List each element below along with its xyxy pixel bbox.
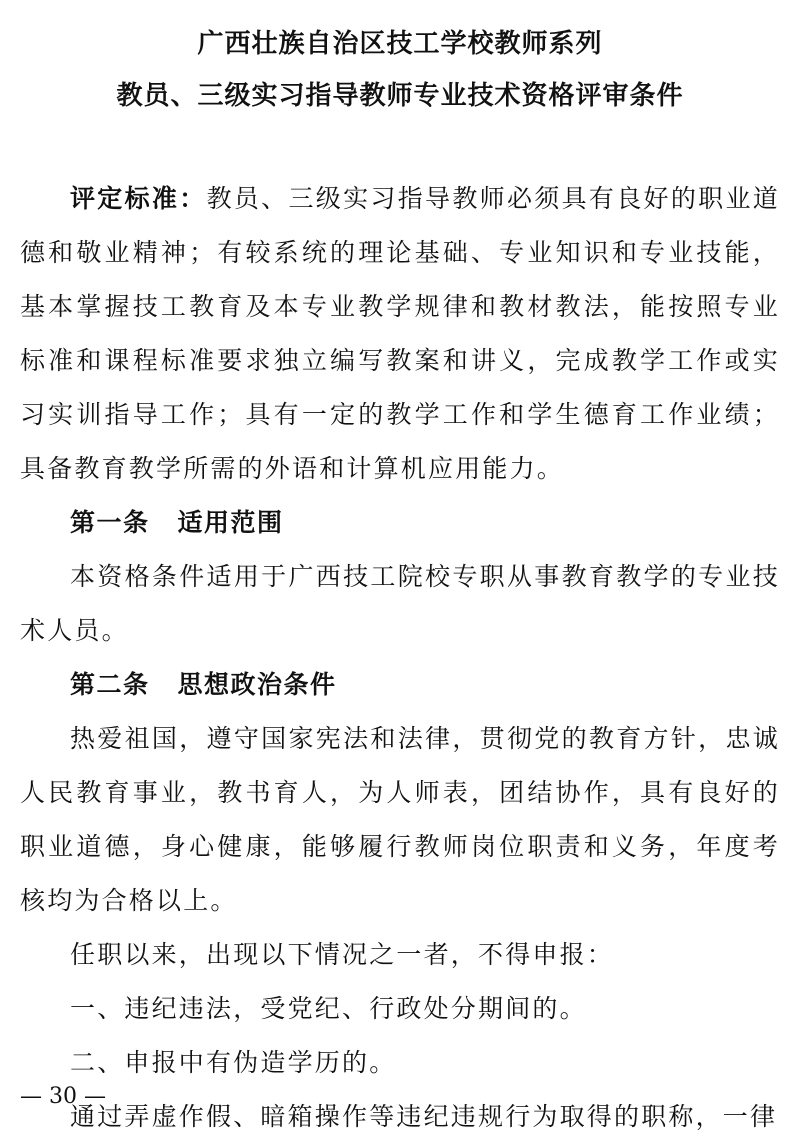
article-2-text: 热爱祖国，遵守国家宪法和法律，贯彻党的教育方针，忠诚人民教育事业，教书育人，为人师表，团结协作，具有良好的职业道德，身心健康，能够履行教师岗位职责和义务，年度考核均为合格以上。 xyxy=(20,724,780,915)
evaluation-standard-paragraph xyxy=(20,172,780,496)
article-2-title: 思想政治条件 xyxy=(177,670,337,699)
condition-item-2: 二、申报中有伪造学历的。 xyxy=(70,1048,397,1077)
article-2-heading xyxy=(20,658,780,712)
article-1-heading xyxy=(20,496,780,550)
final-paragraph: 通过弄虚作假、暗箱操作等违纪违规行为取得的职称，一律 xyxy=(70,1102,778,1131)
document-title-line-2: 教员、三级实习指导教师专业技术资格评审条件 xyxy=(116,81,684,111)
article-1-number: 第一条 xyxy=(70,508,150,537)
page-number: — 30 — xyxy=(20,1084,106,1109)
document-title-line-1: 广西壮族自治区技工学校教师系列 xyxy=(197,29,603,59)
article-2-number: 第二条 xyxy=(70,670,150,699)
article-1-text: 本资格条件适用于广西技工院校专职从事教育教学的专业技术人员。 xyxy=(20,562,780,645)
conditions-intro: 任职以来，出现以下情况之一者，不得申报： xyxy=(70,940,615,969)
article-1-title: 适用范围 xyxy=(177,508,284,537)
evaluation-standard-text: 教员、三级实习指导教师必须具有良好的职业道德和敬业精神；有较系统的理论基础、专业知识和专业技能，基本掌握技工教育及本专业教学规律和教材教法，能按照专业标准和课程标准要求独立编写教案和讲义，完成教学工作或实习实训指导工作；具有一定的教学工作和学生德育工作业绩；具备教育教学所需的外语和计算机应用能力。 xyxy=(20,184,780,483)
document-body xyxy=(20,172,780,1144)
evaluation-standard-label: 评定标准： xyxy=(70,184,207,213)
condition-item-1: 一、违纪违法，受党纪、行政处分期间的。 xyxy=(70,994,587,1023)
